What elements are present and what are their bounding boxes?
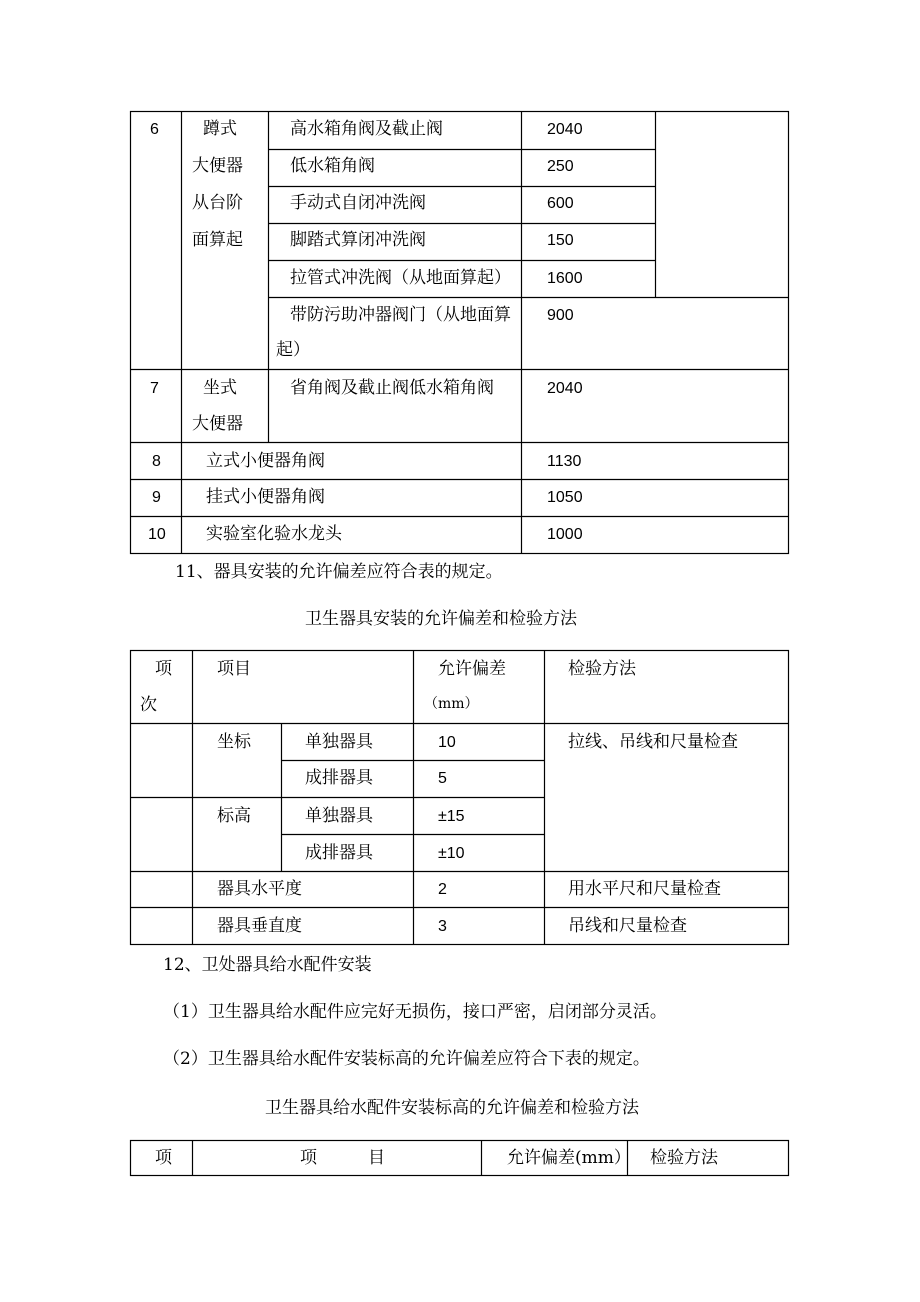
method: 用水平尺和尺量检查	[568, 879, 721, 899]
item-name: 器具水平度	[217, 879, 302, 899]
group-label: 坐标	[217, 732, 251, 752]
row-no: 8	[152, 453, 161, 470]
item-value: 600	[547, 195, 574, 212]
item-name: 省角阀及截止阀低水箱角阀	[290, 378, 494, 398]
header-col3: 允许偏差	[438, 659, 506, 679]
row-no: 10	[148, 526, 166, 543]
header-col1: 次	[140, 695, 157, 715]
method: 拉线、吊线和尺量检查	[568, 732, 738, 752]
item-value: 2040	[547, 121, 583, 138]
header-col1: 项	[155, 1148, 172, 1168]
item-value: 2040	[547, 380, 583, 397]
item-name: 实验室化验水龙头	[206, 524, 342, 544]
item-name: 立式小便器角阀	[206, 451, 325, 471]
item-name: 器具垂直度	[217, 916, 302, 936]
item-value: 10	[438, 734, 456, 751]
header-col2: 项目	[217, 659, 251, 679]
header-col3: 允许偏差(mm）	[507, 1148, 631, 1168]
table3-title: 卫生器具给水配件安装标高的允许偏差和检验方法	[265, 1098, 639, 1118]
item-name: 拉管式冲洗阀（从地面算起）	[290, 268, 511, 288]
paragraph-12: 12、卫处器具给水配件安装	[163, 955, 372, 975]
category-line: 大便器	[192, 414, 243, 434]
item-value: ±10	[438, 845, 465, 862]
item-value: 2	[438, 881, 447, 898]
item-value: 3	[438, 918, 447, 935]
paragraph-12-1: （1）卫生器具给水配件应完好无损伤，接口严密，启闭部分灵活。	[163, 1002, 667, 1022]
row-no: 6	[150, 121, 159, 138]
category-line: 从台阶	[192, 193, 243, 213]
row-no: 7	[150, 380, 159, 397]
item-value: 1600	[547, 270, 583, 287]
header-col4: 检验方法	[650, 1148, 718, 1168]
item-name: 高水箱角阀及截止阀	[290, 119, 443, 139]
item-value: 250	[547, 158, 574, 175]
header-col2: 项 目	[300, 1148, 385, 1168]
paragraph-12-2: （2）卫生器具给水配件安装标高的允许偏差应符合下表的规定。	[163, 1049, 650, 1069]
item-name: 单独器具	[305, 732, 373, 752]
category-line: 面算起	[192, 230, 243, 250]
table2-title: 卫生器具安装的允许偏差和检验方法	[305, 609, 577, 629]
item-name: 成排器具	[305, 768, 373, 788]
item-value: ±15	[438, 808, 465, 825]
item-name: 手动式自闭冲洗阀	[290, 193, 426, 213]
header-col1: 项	[155, 659, 172, 679]
item-value: 1050	[547, 489, 583, 506]
category-line: 大便器	[192, 156, 243, 176]
item-name: 低水箱角阀	[290, 156, 375, 176]
item-name: 挂式小便器角阀	[206, 487, 325, 507]
header-col4: 检验方法	[568, 659, 636, 679]
header-col3-unit: （mm）	[424, 696, 479, 712]
category-line: 蹲式	[203, 119, 237, 139]
paragraph-11: 11、器具安装的允许偏差应符合表的规定。	[175, 562, 503, 582]
item-value: 900	[547, 307, 574, 324]
item-name: 带防污助冲器阀门（从地面算	[290, 305, 511, 325]
item-name: 脚踏式算闭冲洗阀	[290, 230, 426, 250]
item-value: 150	[547, 232, 574, 249]
item-name: 起）	[276, 340, 310, 360]
item-name: 单独器具	[305, 806, 373, 826]
item-value: 1130	[547, 453, 582, 470]
method: 吊线和尺量检查	[568, 916, 687, 936]
item-value: 1000	[547, 526, 583, 543]
item-value: 5	[438, 770, 447, 787]
item-name: 成排器具	[305, 843, 373, 863]
row-no: 9	[152, 489, 161, 506]
group-label: 标高	[217, 806, 251, 826]
category-line: 坐式	[203, 378, 237, 398]
